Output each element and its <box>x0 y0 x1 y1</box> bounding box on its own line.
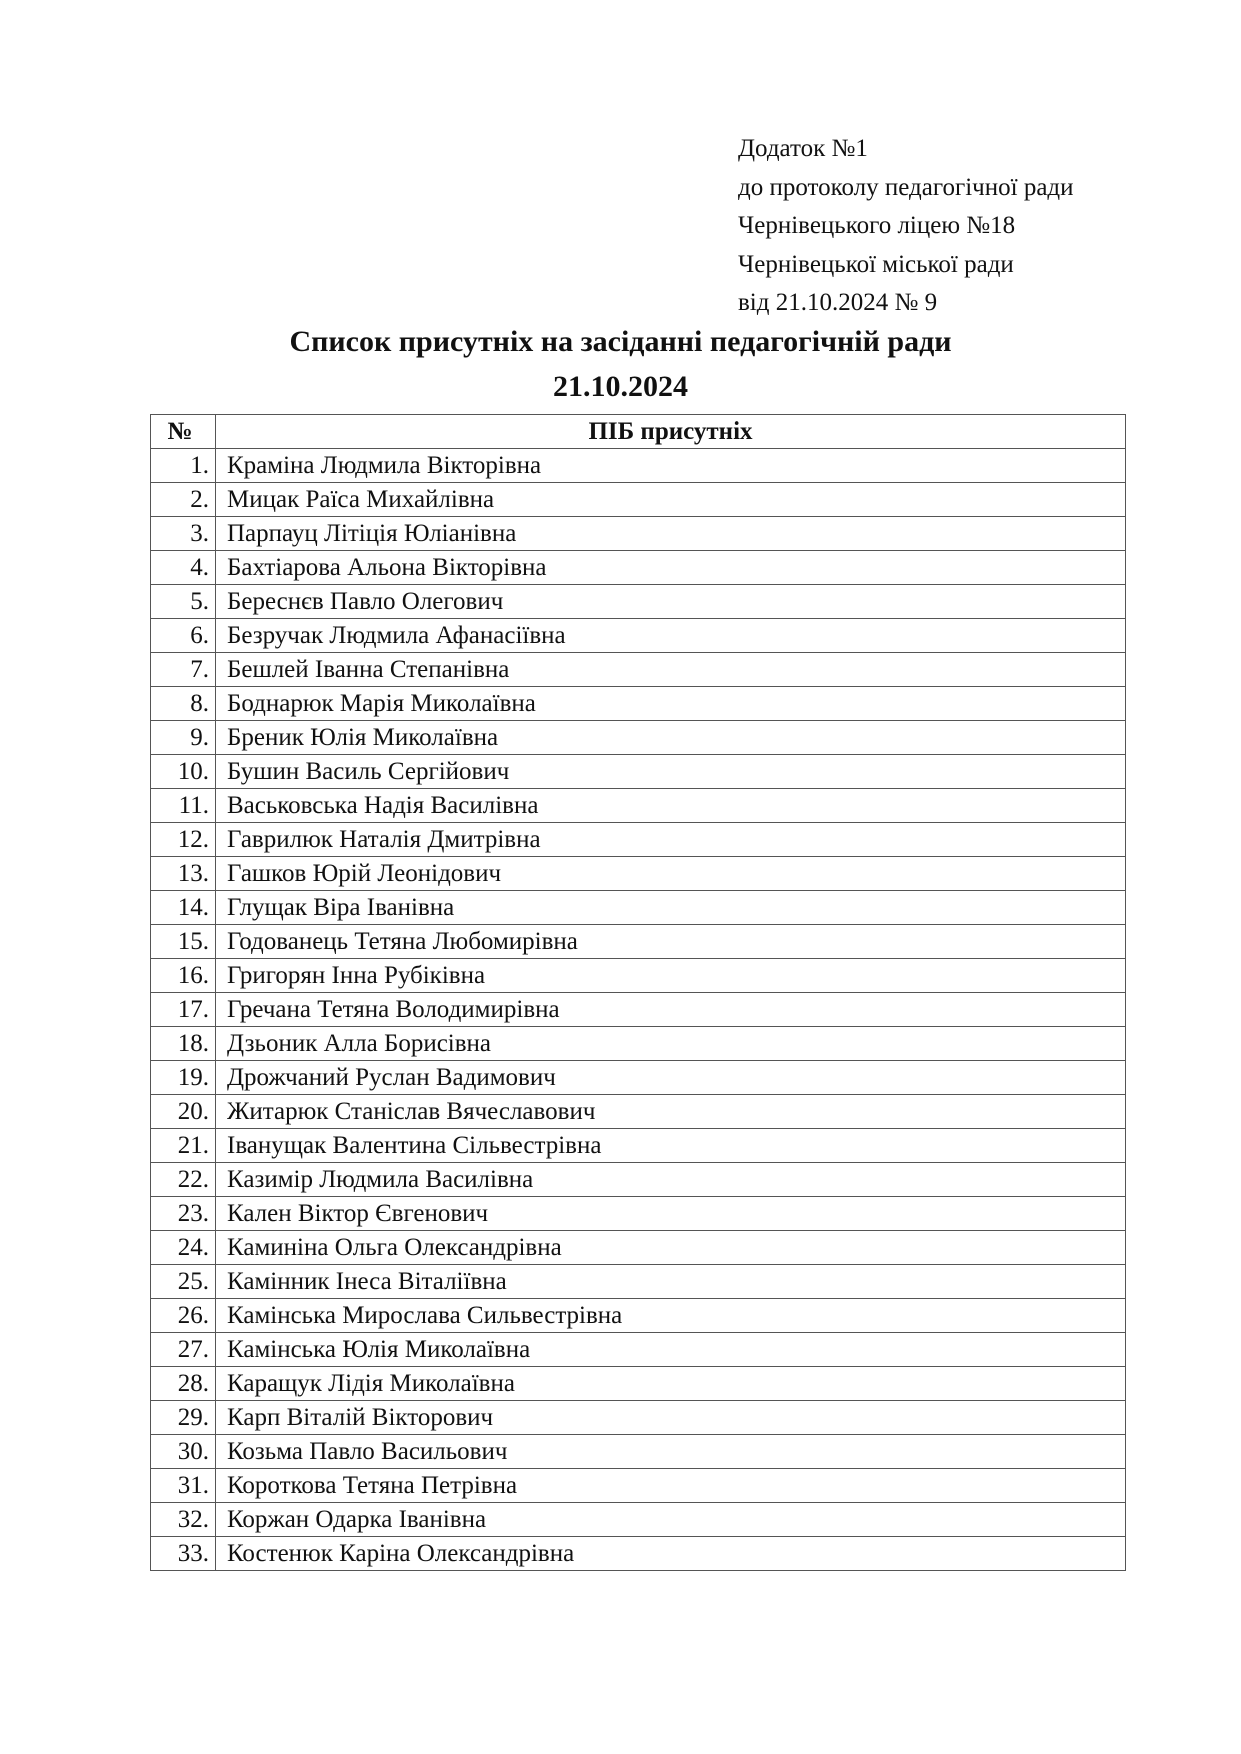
row-number: 12. <box>151 823 216 857</box>
row-name: Дзьоник Алла Борисівна <box>216 1027 1126 1061</box>
table-row <box>151 687 1126 721</box>
row-number: 10. <box>151 755 216 789</box>
row-name: Житарюк Станіслав Вячеславович <box>216 1095 1126 1129</box>
row-name: Каращук Лідія Миколаївна <box>216 1367 1126 1401</box>
row-name: Казимір Людмила Василівна <box>216 1163 1126 1197</box>
row-number: 29. <box>151 1401 216 1435</box>
annex-line: Чернівецької міської ради <box>738 250 1014 278</box>
table-row <box>151 619 1126 653</box>
row-name: Бушин Василь Сергійович <box>216 755 1126 789</box>
table-row <box>151 1231 1126 1265</box>
table-row <box>151 1469 1126 1503</box>
row-name: Васьковська Надія Василівна <box>216 789 1126 823</box>
row-number: 15. <box>151 925 216 959</box>
table-row <box>151 653 1126 687</box>
row-name: Камінська Юлія Миколаївна <box>216 1333 1126 1367</box>
row-name: Парпауц Літіція Юліанівна <box>216 517 1126 551</box>
table-header-row <box>151 415 1126 449</box>
table-row <box>151 1503 1126 1537</box>
table-row <box>151 1401 1126 1435</box>
row-number: 18. <box>151 1027 216 1061</box>
annex-title: Додаток №1 <box>738 135 868 162</box>
row-number: 30. <box>151 1435 216 1469</box>
table-row <box>151 1061 1126 1095</box>
table-row <box>151 721 1126 755</box>
table-row <box>151 1367 1126 1401</box>
row-number: 25. <box>151 1265 216 1299</box>
header-name: ПІБ присутніх <box>216 415 1126 449</box>
row-name: Бахтіарова Альона Вікторівна <box>216 551 1126 585</box>
annex-date: від 21.10.2024 № 9 <box>738 289 938 316</box>
row-number: 28. <box>151 1367 216 1401</box>
row-number: 21. <box>151 1129 216 1163</box>
row-number: 5. <box>151 585 216 619</box>
table-row <box>151 823 1126 857</box>
row-number: 17. <box>151 993 216 1027</box>
row-name: Годованець Тетяна Любомирівна <box>216 925 1126 959</box>
document-title: Список присутніх на засіданні педагогічній ради <box>289 325 952 358</box>
attendance-table <box>150 414 1126 1571</box>
table-row <box>151 1129 1126 1163</box>
row-number: 22. <box>151 1163 216 1197</box>
row-number: 27. <box>151 1333 216 1367</box>
row-name: Гаврилюк Наталія Дмитрівна <box>216 823 1126 857</box>
row-number: 6. <box>151 619 216 653</box>
row-name: Глущак Віра Іванівна <box>216 891 1126 925</box>
row-name: Боднарюк Марія Миколаївна <box>216 687 1126 721</box>
table-row <box>151 891 1126 925</box>
table-row <box>151 551 1126 585</box>
table-row <box>151 1095 1126 1129</box>
table-row <box>151 1435 1126 1469</box>
row-name: Бреник Юлія Миколаївна <box>216 721 1126 755</box>
row-name: Гречана Тетяна Володимирівна <box>216 993 1126 1027</box>
row-name: Бешлей Іванна Степанівна <box>216 653 1126 687</box>
table-row <box>151 1163 1126 1197</box>
row-number: 16. <box>151 959 216 993</box>
table-row <box>151 517 1126 551</box>
row-number: 7. <box>151 653 216 687</box>
row-number: 8. <box>151 687 216 721</box>
row-name: Дрожчаний Руслан Вадимович <box>216 1061 1126 1095</box>
row-name: Григорян Інна Рубіківна <box>216 959 1126 993</box>
table-body <box>151 449 1126 1571</box>
row-name: Мицак Раїса Михайлівна <box>216 483 1126 517</box>
table-row <box>151 1299 1126 1333</box>
row-name: Кален Віктор Євгенович <box>216 1197 1126 1231</box>
table-row <box>151 789 1126 823</box>
row-name: Козьма Павло Васильович <box>216 1435 1126 1469</box>
table-row <box>151 1537 1126 1571</box>
row-name: Камінник Інеса Віталіївна <box>216 1265 1126 1299</box>
table-row <box>151 993 1126 1027</box>
table-row <box>151 1265 1126 1299</box>
annex-line: до протоколу педагогічної ради <box>738 173 1074 201</box>
row-number: 26. <box>151 1299 216 1333</box>
row-number: 9. <box>151 721 216 755</box>
table-row <box>151 857 1126 891</box>
row-number: 2. <box>151 483 216 517</box>
table-row <box>151 449 1126 483</box>
row-name: Коржан Одарка Іванівна <box>216 1503 1126 1537</box>
row-number: 19. <box>151 1061 216 1095</box>
row-number: 31. <box>151 1469 216 1503</box>
row-name: Костенюк Каріна Олександрівна <box>216 1537 1126 1571</box>
row-name: Каминіна Ольга Олександрівна <box>216 1231 1126 1265</box>
row-number: 24. <box>151 1231 216 1265</box>
row-number: 14. <box>151 891 216 925</box>
row-number: 13. <box>151 857 216 891</box>
row-number: 3. <box>151 517 216 551</box>
document-date: 21.10.2024 <box>553 370 688 403</box>
row-name: Краміна Людмила Вікторівна <box>216 449 1126 483</box>
table-row <box>151 925 1126 959</box>
table-row <box>151 1333 1126 1367</box>
row-number: 1. <box>151 449 216 483</box>
table-row <box>151 1197 1126 1231</box>
annex-block <box>738 130 1074 323</box>
row-name: Карп Віталій Вікторович <box>216 1401 1126 1435</box>
table-row <box>151 755 1126 789</box>
annex-line: Чернівецького ліцею №18 <box>738 212 1016 239</box>
table-row <box>151 585 1126 619</box>
row-number: 11. <box>151 789 216 823</box>
row-number: 33. <box>151 1537 216 1571</box>
row-name: Береснєв Павло Олегович <box>216 585 1126 619</box>
row-name: Гашков Юрій Леонідович <box>216 857 1126 891</box>
header-number: № <box>151 415 216 449</box>
row-name: Камінська Мирослава Сильвестрівна <box>216 1299 1126 1333</box>
row-name: Безручак Людмила Афанасіївна <box>216 619 1126 653</box>
row-name: Іванущак Валентина Сільвестрівна <box>216 1129 1126 1163</box>
table-row <box>151 1027 1126 1061</box>
row-number: 4. <box>151 551 216 585</box>
table-row <box>151 483 1126 517</box>
table-row <box>151 959 1126 993</box>
row-number: 20. <box>151 1095 216 1129</box>
row-number: 32. <box>151 1503 216 1537</box>
row-number: 23. <box>151 1197 216 1231</box>
row-name: Короткова Тетяна Петрівна <box>216 1469 1126 1503</box>
